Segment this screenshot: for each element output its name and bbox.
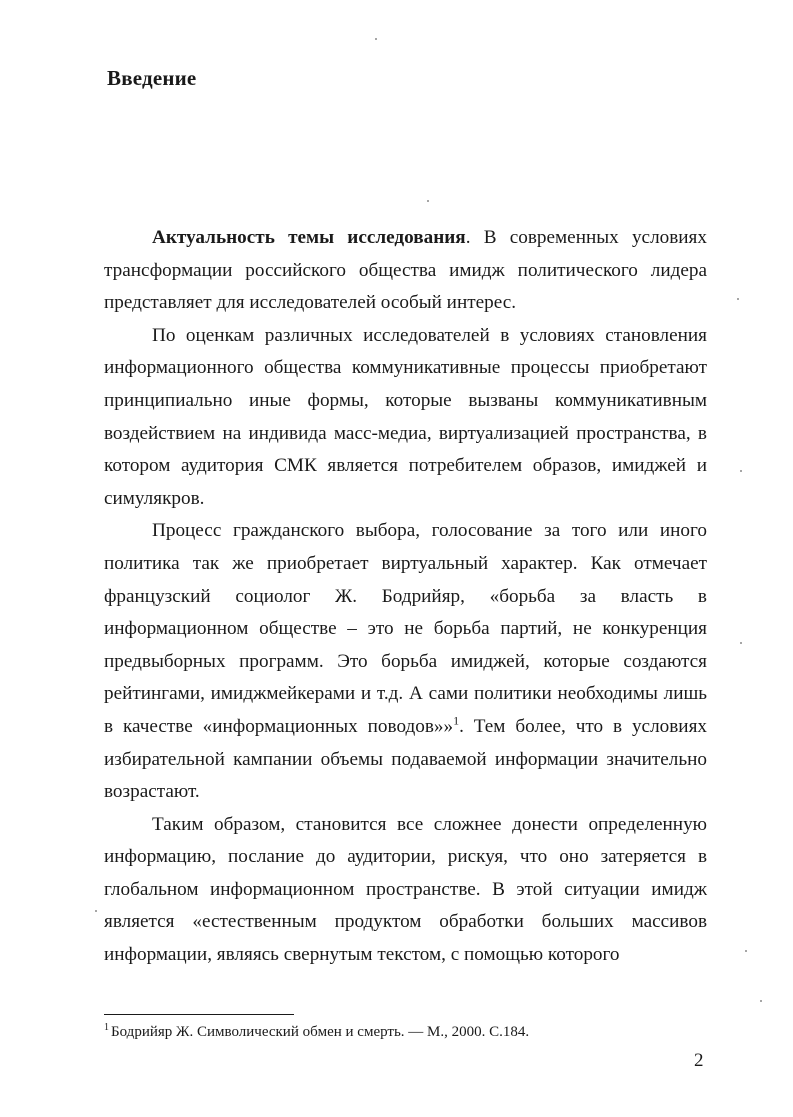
paragraph-information-society: [104, 320, 707, 516]
paragraph-text: Процесс гражданского выбора, голосование за того или иного политика так же приобретает виртуальный характер. Как отмечает французский социолог Ж. Бодрийяр, «борьба за власть в информационном обществе – это не борьба партий, не конкуренция предвыборных программ. Это борьба имиджей, которые создаются рейтингами, имиджмейкерами и т.д. А сами политики необходимы лишь в качестве «информационных поводов»»: [104, 520, 707, 737]
paragraph-civic-choice: [104, 515, 707, 808]
scan-speck: [745, 950, 747, 952]
footnote: [104, 1024, 529, 1041]
scan-speck: [427, 200, 429, 202]
paragraph-text: Таким образом, становится все сложнее донести определенную информацию, послание до аудитории, рискуя, что оно затеряется в глобальном информационном пространстве. В этой ситуации имидж является «естественным продуктом обработки больших массивов информации, являясь свернутым текстом, с помощью которого: [104, 813, 707, 966]
paragraph-relevance: [104, 222, 707, 320]
paragraph-text: . В современных условиях трансформации российского общества имидж политического лидера представляет для исследователей особый интерес.: [104, 227, 707, 314]
footnote-text: Бодрийяр Ж. Символический обмен и смерть. — М., 2000. С.184.: [111, 1024, 530, 1040]
paragraph-text: По оценкам различных исследователей в условиях становления информационного общества коммуникативные процессы приобретают принципиально иные формы, которые вызваны коммуникативным воздействием на индивида масс-медиа, виртуализацией пространства, в котором аудитория СМК является потребителем образов, имиджей и симулякров.: [104, 324, 707, 509]
page-title: Введение: [107, 66, 197, 90]
footnote-mark: 1: [104, 1022, 109, 1033]
paragraph-image-conclusion: [104, 809, 707, 972]
body-text: [104, 222, 707, 972]
paragraph-lead: Актуальность темы исследования: [152, 227, 466, 248]
scan-speck: [95, 910, 97, 912]
footnote-reference: 1: [453, 713, 460, 728]
paragraph-text-continued: . Тем более, что в условиях избирательной кампании объемы подаваемой информации значительно возрастают.: [104, 715, 707, 803]
footnote-separator: [104, 1014, 294, 1015]
scan-speck: [740, 470, 742, 472]
scan-speck: [375, 38, 377, 40]
scan-speck: [740, 642, 742, 644]
scan-speck: [737, 298, 739, 300]
page-number: 2: [694, 1050, 704, 1071]
scan-speck: [760, 1000, 762, 1002]
